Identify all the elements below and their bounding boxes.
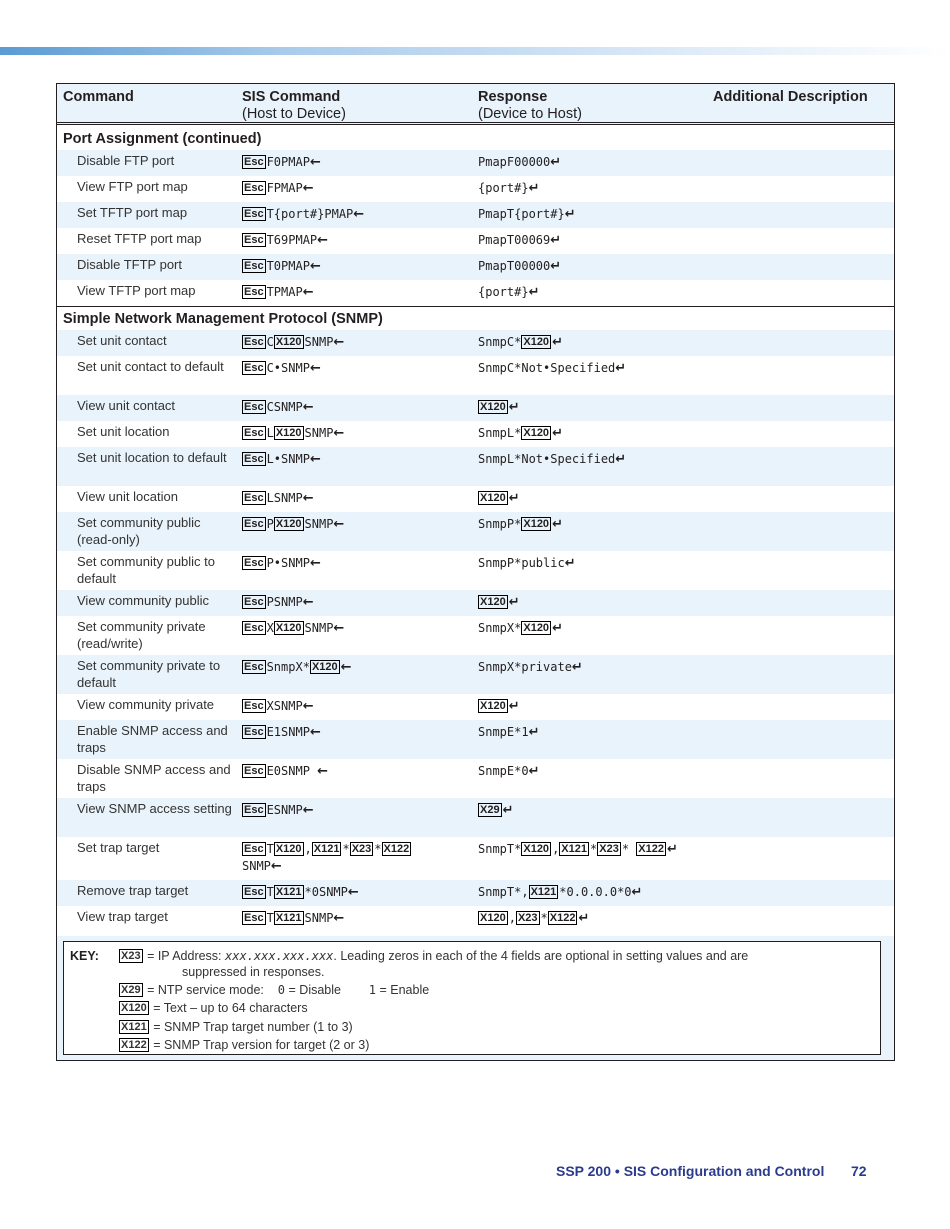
variable-token: X121	[121, 1021, 147, 1033]
header-sis-command	[242, 89, 346, 123]
response	[478, 284, 718, 301]
response-text: SnmpP*	[478, 517, 522, 531]
return-icon: ↵	[528, 764, 540, 779]
command-table	[56, 83, 895, 1061]
command-label: Set unit location to default	[77, 450, 227, 465]
esc-key-icon: Esc	[244, 453, 264, 465]
key-x120	[119, 1001, 308, 1015]
command-label: Set community private to default	[77, 658, 221, 690]
esc-key-icon: Esc	[244, 182, 264, 194]
esc-key-icon: Esc	[244, 362, 264, 374]
response	[478, 516, 718, 533]
table-row	[57, 150, 894, 176]
esc-key-icon: Esc	[244, 912, 264, 924]
sis-command	[242, 659, 472, 676]
sis-text: *	[342, 842, 350, 856]
response	[478, 884, 718, 901]
response-text: *	[540, 911, 548, 925]
response-text: {port#}	[478, 181, 529, 195]
sis-text: *0SNMP	[304, 885, 348, 899]
variable-token: X121	[530, 886, 557, 898]
return-icon: ↵	[550, 259, 562, 274]
table-row	[57, 202, 894, 228]
sis-command	[242, 698, 472, 715]
response-text: SnmpP*public	[478, 556, 565, 570]
command-label: View community private	[77, 697, 215, 712]
esc-key-icon: Esc	[244, 427, 264, 439]
variable-token: X23	[351, 843, 372, 855]
sis-text: *	[374, 842, 382, 856]
sis-command	[242, 802, 472, 819]
variable-token: X23	[121, 950, 141, 962]
key-text: = Text – up to 64 characters	[153, 1001, 308, 1015]
sis-command	[242, 425, 472, 442]
esc-key-icon: Esc	[244, 804, 264, 816]
return-icon: ↵	[552, 335, 563, 350]
table-row	[57, 356, 894, 395]
variable-token: X120	[275, 427, 302, 439]
sis-text: P•SNMP	[266, 556, 310, 570]
sis-text: SNMP	[242, 859, 271, 873]
response-text: {port#}	[478, 285, 529, 299]
enter-arrow-icon: ←	[317, 764, 329, 779]
variable-token: X121	[561, 843, 587, 855]
sis-text: TPMAP	[266, 285, 303, 299]
table-row	[57, 720, 894, 759]
return-icon: ↵	[508, 595, 520, 610]
sis-text: C•SNMP	[266, 361, 310, 375]
sis-text: T	[266, 842, 274, 856]
key-title: KEY:	[70, 949, 99, 963]
return-icon: ↵	[508, 491, 520, 506]
response	[478, 659, 718, 676]
enter-arrow-icon: ←	[309, 452, 321, 467]
response	[478, 425, 718, 442]
sis-command	[242, 360, 472, 377]
return-icon: ↵	[528, 285, 540, 300]
response	[478, 763, 718, 780]
esc-key-icon: Esc	[244, 557, 264, 569]
esc-key-icon: Esc	[244, 661, 264, 673]
sis-command	[242, 206, 472, 223]
return-icon: ↵	[552, 621, 563, 636]
esc-key-icon: Esc	[244, 336, 264, 348]
key-mono: xxx.xxx.xxx.xxx	[225, 949, 334, 963]
key-legend	[63, 941, 881, 1055]
response	[478, 334, 718, 351]
command-label: Set TFTP port map	[77, 205, 188, 220]
table-row	[57, 395, 894, 421]
response-text: SnmpL*Not•Specified	[478, 452, 616, 466]
table-row	[57, 906, 894, 936]
table-row	[57, 837, 894, 880]
table-row	[57, 551, 894, 590]
table-row	[57, 759, 894, 798]
sis-text: P	[266, 517, 274, 531]
header-additional-description: Additional Description	[713, 89, 868, 105]
variable-token: X120	[523, 518, 550, 530]
sis-text: SNMP	[304, 426, 334, 440]
response	[478, 154, 718, 171]
return-icon: ↵	[564, 207, 576, 222]
table-row	[57, 447, 894, 486]
sis-text: CSNMP	[266, 400, 303, 414]
table-row	[57, 694, 894, 720]
response	[478, 399, 718, 416]
sis-text: T0PMAP	[266, 259, 310, 273]
sis-command	[242, 180, 472, 197]
response	[478, 232, 718, 249]
esc-key-icon: Esc	[244, 260, 264, 272]
response-text: SnmpT*	[478, 842, 522, 856]
esc-key-icon: Esc	[244, 156, 264, 168]
variable-token: X120	[275, 336, 302, 348]
response-text: PmapT00000	[478, 259, 551, 273]
command-label: Remove trap target	[77, 883, 189, 898]
command-label: View trap target	[77, 909, 168, 924]
enter-arrow-icon: ←	[309, 725, 321, 740]
response-text: PmapT00069	[478, 233, 551, 247]
command-label: Set community public to default	[77, 554, 216, 586]
variable-token: X29	[121, 984, 141, 996]
response	[478, 258, 718, 275]
return-icon: ↵	[552, 426, 563, 441]
command-label: Disable TFTP port	[77, 257, 183, 272]
esc-key-icon: Esc	[244, 286, 264, 298]
enter-arrow-icon: ←	[309, 259, 321, 274]
page-number: 72	[851, 1163, 867, 1179]
variable-token: X23	[599, 843, 619, 855]
return-icon: ↵	[666, 842, 678, 857]
table-row	[57, 330, 894, 356]
response	[478, 910, 718, 927]
sis-command	[242, 154, 472, 171]
table-row	[57, 512, 894, 551]
sis-text: SNMP	[304, 335, 334, 349]
sis-text: F0PMAP	[266, 155, 310, 169]
section-snmp	[57, 306, 894, 330]
response	[478, 594, 718, 611]
return-icon: ↵	[502, 803, 514, 818]
response-text: SnmpE*0	[478, 764, 529, 778]
command-label: Set community private (read/write)	[77, 619, 206, 651]
sis-command	[242, 284, 472, 301]
section-title: Port Assignment (continued)	[63, 131, 262, 147]
key-text: = IP Address:	[147, 949, 222, 963]
sis-command	[242, 258, 472, 275]
response	[478, 724, 718, 741]
esc-key-icon: Esc	[244, 234, 264, 246]
command-label: View FTP port map	[77, 179, 188, 194]
enter-arrow-icon: ←	[317, 233, 329, 248]
command-label: View unit location	[77, 489, 178, 504]
sis-text: SNMP	[304, 621, 334, 635]
esc-key-icon: Esc	[244, 843, 264, 855]
sis-command	[242, 555, 472, 572]
key-text: . Leading zeros in each of the 4 fields are optional in setting values and are	[333, 949, 749, 963]
response-text: SnmpC*Not•Specified	[478, 361, 616, 375]
variable-token: X120	[275, 622, 302, 634]
response	[478, 180, 718, 197]
enter-arrow-icon: ←	[353, 207, 365, 222]
response	[478, 620, 718, 637]
esc-key-icon: Esc	[244, 208, 264, 220]
key-text: = SNMP Trap target number (1 to 3)	[153, 1020, 353, 1034]
response-text: PmapT{port#}	[478, 207, 565, 221]
response	[478, 802, 718, 819]
esc-key-icon: Esc	[244, 700, 264, 712]
variable-token: X122	[121, 1039, 147, 1051]
section-port-assignment	[57, 127, 894, 149]
command-label: View SNMP access setting	[77, 801, 232, 816]
command-label: Enable SNMP access and traps	[77, 723, 228, 755]
variable-token: X120	[121, 1002, 147, 1014]
key-mono: 1	[368, 983, 377, 997]
table-row	[57, 880, 894, 906]
key-mono: 0	[277, 983, 286, 997]
sis-text: L	[266, 426, 274, 440]
sis-text: T{port#}PMAP	[266, 207, 354, 221]
esc-key-icon: Esc	[244, 596, 264, 608]
return-icon: ↵	[508, 699, 520, 714]
enter-arrow-icon: ←	[333, 426, 345, 441]
key-x29	[119, 983, 429, 997]
key-x122	[119, 1038, 369, 1052]
command-label: Set unit contact	[77, 333, 167, 348]
variable-token: X29	[480, 804, 500, 816]
sis-text: SNMP	[304, 517, 334, 531]
return-icon: ↵	[550, 233, 562, 248]
variable-token: X120	[523, 622, 550, 634]
sis-text: SnmpX*	[266, 660, 310, 674]
enter-arrow-icon: ←	[333, 335, 345, 350]
enter-arrow-icon: ←	[333, 517, 345, 532]
command-label: Disable FTP port	[77, 153, 175, 168]
sis-text: E1SNMP	[266, 725, 310, 739]
sis-text: LSNMP	[266, 491, 303, 505]
sis-text: E0SNMP	[266, 764, 318, 778]
return-icon: ↵	[615, 361, 627, 376]
sis-command	[242, 620, 472, 637]
return-icon: ↵	[578, 911, 590, 926]
variable-token: X120	[275, 518, 302, 530]
key-x121	[119, 1020, 353, 1034]
variable-token: X120	[311, 661, 338, 673]
enter-arrow-icon: ←	[270, 859, 282, 874]
sis-text: T	[266, 911, 274, 925]
sis-command	[242, 232, 472, 249]
enter-arrow-icon: ←	[302, 181, 314, 196]
return-icon: ↵	[528, 181, 540, 196]
enter-arrow-icon: ←	[302, 699, 314, 714]
variable-token: X122	[638, 843, 664, 855]
variable-token: X120	[480, 912, 506, 924]
header-gradient-bar	[0, 47, 950, 55]
response-text: ,	[508, 911, 516, 925]
enter-arrow-icon: ←	[302, 400, 314, 415]
header-resp-sub: (Device to Host)	[478, 106, 582, 122]
sis-command	[242, 490, 472, 507]
table-row	[57, 254, 894, 280]
command-label: Set unit location	[77, 424, 170, 439]
sis-text: C	[266, 335, 274, 349]
sis-text: L•SNMP	[266, 452, 310, 466]
esc-key-icon: Esc	[244, 401, 264, 413]
return-icon: ↵	[508, 400, 520, 415]
key-text: = Disable	[288, 983, 341, 997]
command-label: View TFTP port map	[77, 283, 196, 298]
return-icon: ↵	[571, 660, 583, 675]
return-icon: ↵	[631, 885, 643, 900]
variable-token: X120	[523, 336, 550, 348]
variable-token: X122	[549, 912, 576, 924]
variable-token: X120	[480, 401, 506, 413]
variable-token: X120	[275, 843, 302, 855]
table-row	[57, 280, 894, 306]
esc-key-icon: Esc	[244, 518, 264, 530]
enter-arrow-icon: ←	[340, 660, 352, 675]
response-text: PmapF00000	[478, 155, 551, 169]
response	[478, 360, 718, 377]
variable-token: X120	[480, 700, 506, 712]
sis-command	[242, 451, 472, 468]
key-text: = Enable	[379, 983, 430, 997]
response-text: SnmpT*,	[478, 885, 529, 899]
response-text: SnmpC*	[478, 335, 522, 349]
enter-arrow-icon: ←	[309, 556, 321, 571]
response-text: SnmpE*1	[478, 725, 529, 739]
sis-text: ESNMP	[266, 803, 303, 817]
sis-command	[242, 334, 472, 351]
response	[478, 555, 718, 572]
sis-command	[242, 724, 472, 741]
return-icon: ↵	[550, 155, 562, 170]
return-icon: ↵	[528, 725, 540, 740]
command-label: Disable SNMP access and traps	[77, 762, 231, 794]
enter-arrow-icon: ←	[333, 621, 345, 636]
return-icon: ↵	[564, 556, 576, 571]
response	[478, 206, 718, 223]
esc-key-icon: Esc	[244, 622, 264, 634]
command-label: Set unit contact to default	[77, 359, 224, 374]
enter-arrow-icon: ←	[309, 361, 321, 376]
response-text: *	[590, 842, 598, 856]
sis-command	[242, 841, 472, 875]
sis-text: PSNMP	[266, 595, 303, 609]
enter-arrow-icon: ←	[347, 885, 359, 900]
footer-title: SSP 200 • SIS Configuration and Control	[556, 1163, 825, 1179]
response-text: ,	[552, 842, 560, 856]
enter-arrow-icon: ←	[302, 491, 314, 506]
variable-token: X122	[383, 843, 410, 855]
command-label: Set community public (read-only)	[77, 515, 201, 547]
key-text: = SNMP Trap version for target (2 or 3)	[153, 1038, 370, 1052]
table-row	[57, 176, 894, 202]
sis-command	[242, 399, 472, 416]
command-label: Set trap target	[77, 840, 160, 855]
sis-command	[242, 910, 472, 927]
esc-key-icon: Esc	[244, 492, 264, 504]
sis-command	[242, 516, 472, 533]
table-row	[57, 421, 894, 447]
variable-token: X121	[275, 912, 302, 924]
header-command: Command	[63, 89, 134, 105]
enter-arrow-icon: ←	[302, 595, 314, 610]
sis-command	[242, 763, 472, 780]
esc-key-icon: Esc	[244, 886, 264, 898]
sis-text: T	[266, 885, 274, 899]
header-resp-title: Response	[478, 89, 548, 105]
table-row	[57, 486, 894, 512]
table-row	[57, 798, 894, 837]
sis-text: FPMAP	[266, 181, 303, 195]
variable-token: X120	[480, 596, 506, 608]
sis-command	[242, 594, 472, 611]
enter-arrow-icon: ←	[309, 155, 321, 170]
variable-token: X120	[523, 427, 550, 439]
response	[478, 490, 718, 507]
key-x23	[119, 949, 748, 963]
esc-key-icon: Esc	[244, 726, 264, 738]
variable-token: X120	[523, 843, 550, 855]
table-row	[57, 590, 894, 616]
response	[478, 451, 718, 468]
variable-token: X23	[517, 912, 538, 924]
key-text: suppressed in responses.	[182, 965, 325, 979]
command-label: Reset TFTP port map	[77, 231, 202, 246]
key-text: = NTP service mode:	[147, 983, 264, 997]
sis-text: XSNMP	[266, 699, 303, 713]
variable-token: X120	[480, 492, 506, 504]
command-label: View unit contact	[77, 398, 176, 413]
table-row	[57, 616, 894, 655]
variable-token: X121	[275, 886, 302, 898]
response-text: *0.0.0.0*0	[559, 885, 632, 899]
sis-command	[242, 884, 472, 901]
response	[478, 698, 718, 715]
command-label: View community public	[77, 593, 209, 608]
esc-key-icon: Esc	[244, 765, 264, 777]
response-text: SnmpX*private	[478, 660, 572, 674]
header-sis-title: SIS Command	[242, 89, 341, 105]
enter-arrow-icon: ←	[302, 803, 314, 818]
response-text: SnmpX*	[478, 621, 522, 635]
table-row	[57, 655, 894, 694]
sis-text: ,	[304, 842, 312, 856]
section-title: Simple Network Management Protocol (SNMP)	[63, 311, 383, 327]
table-header	[57, 84, 894, 125]
response-text: SnmpL*	[478, 426, 522, 440]
sis-text: X	[266, 621, 274, 635]
return-icon: ↵	[615, 452, 627, 467]
header-sis-sub: (Host to Device)	[242, 106, 346, 122]
table-row	[57, 228, 894, 254]
sis-text: SNMP	[304, 911, 334, 925]
response-text: *	[621, 842, 630, 856]
sis-text: T69PMAP	[266, 233, 318, 247]
enter-arrow-icon: ←	[302, 285, 314, 300]
response	[478, 841, 718, 858]
return-icon: ↵	[552, 517, 563, 532]
header-response	[478, 89, 582, 123]
variable-token: X121	[313, 843, 340, 855]
enter-arrow-icon: ←	[333, 911, 345, 926]
